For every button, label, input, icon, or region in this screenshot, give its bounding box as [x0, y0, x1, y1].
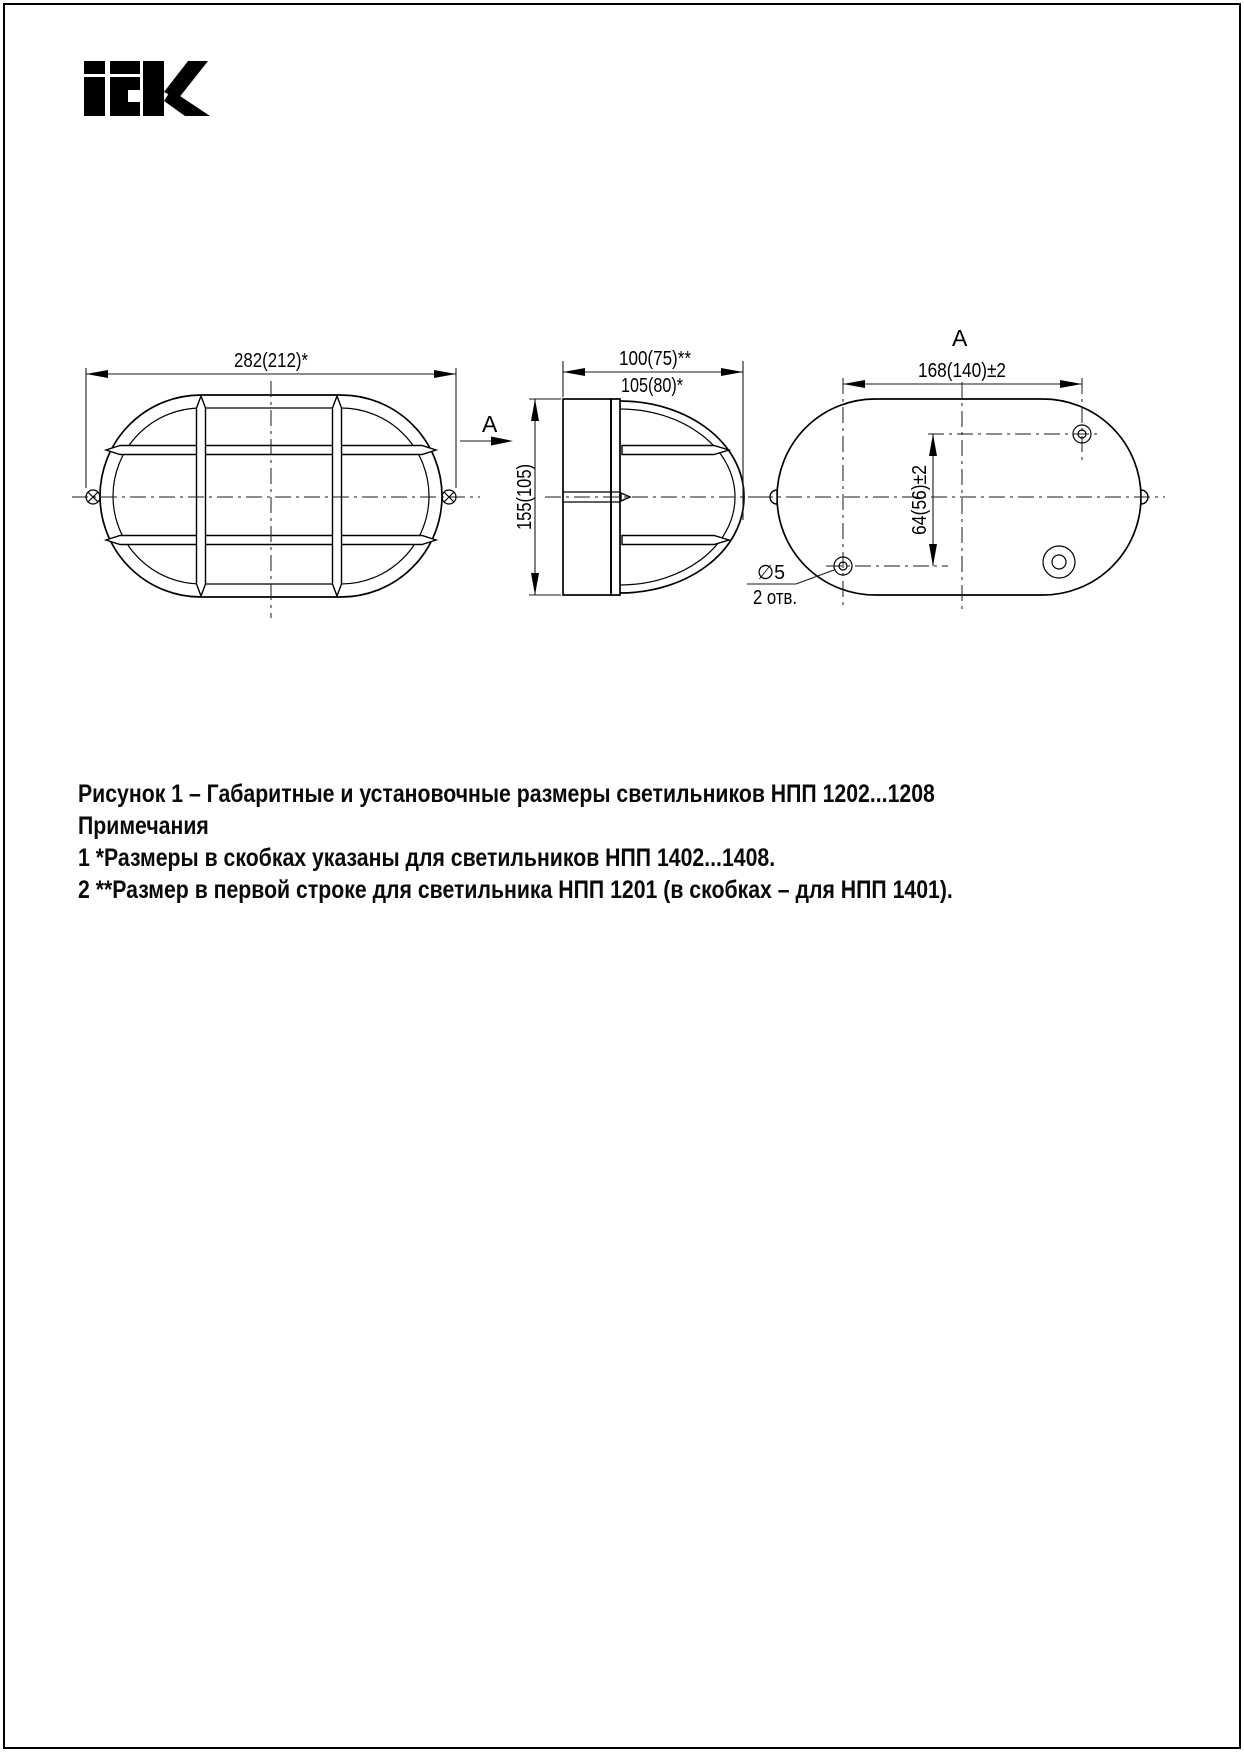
side-cage-bar-top: [622, 446, 729, 455]
dim-rear-holes-horizontal-label: 168(140)±2: [918, 360, 1006, 382]
front-left-ear: [86, 490, 100, 504]
rear-view-title: A: [952, 325, 968, 351]
dim-side-height-label: 155(105): [514, 449, 536, 530]
dim-side-depth-top-label: 100(75)**: [619, 348, 692, 370]
side-cage-bar-bottom: [622, 536, 729, 545]
view-arrow-label: A: [482, 411, 498, 437]
dim-rear-holes-vertical-label: 64(56)±2: [909, 455, 931, 535]
figure-title: Рисунок 1 – Габаритные и установочные размеры светильников НПП 1202...1208: [78, 780, 935, 808]
cage-bar-vertical-right: [333, 396, 342, 596]
notes-heading: Примечания: [78, 812, 209, 840]
dim-side-depth: [563, 348, 743, 520]
front-view: [72, 350, 513, 618]
cable-entry: [1043, 546, 1075, 578]
dim-rear-holes-horizontal: [843, 360, 1082, 388]
hole-count-label: 2 отв.: [753, 587, 797, 609]
side-view: [514, 348, 762, 595]
dim-front-width-label: 282(212)*: [234, 350, 309, 372]
iek-logo: [84, 61, 210, 116]
note-2: 2 **Размер в первой строке для светильника НПП 1201 (в скобках – для НПП 1401).: [78, 876, 953, 904]
hole-diameter-label: ∅5: [757, 562, 785, 584]
logo-i-stem: [84, 77, 105, 116]
cage-bar-vertical-left: [197, 396, 206, 596]
logo-e-top: [110, 61, 140, 74]
logo-k-lower-leg: [164, 90, 210, 116]
logo-k-stem: [143, 61, 164, 116]
note-1: 1 *Размеры в скобках указаны для светильников НПП 1402...1408.: [78, 844, 776, 872]
view-direction-arrow: [460, 411, 513, 446]
rear-view: [747, 325, 1165, 613]
logo-i-dot: [84, 61, 105, 74]
figure-caption: [78, 778, 953, 906]
logo-e-body: [110, 77, 140, 116]
hole-callout: [747, 562, 834, 609]
dim-side-depth-bottom-label: 105(80)*: [621, 375, 684, 397]
dim-rear-holes-vertical: [909, 434, 937, 566]
